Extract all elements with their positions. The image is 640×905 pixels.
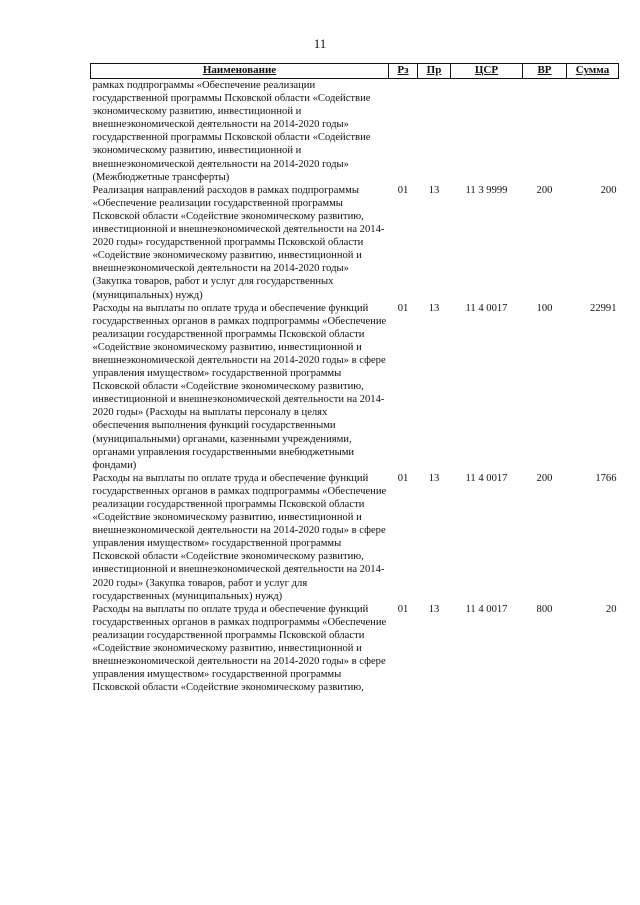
row-name: рамках подпрограммы «Обеспечение реализации государственной программы Псковской области «Содействие экономическому развитию, инвестиционной и внешнеэкономической деятельности на 2014-2020 годы» государственной программы Псковской области «Содействие экономическому развитию, инвестиционной и внешнеэкономической деятельности на 2014-2020 годы» (Межбюджетные трансферты) bbox=[92, 80, 371, 183]
header-name: Наименование bbox=[91, 64, 389, 79]
row-name: Расходы на выплаты по оплате труда и обеспечение функций государственных органов в рамках подпрограммы «Обеспечение реализации государственной программы Псковской области «Содействие экономическому развитию, инвестиционной и внешнеэкономической деятельности на 2014-2020 годы» в сфере управления имуществом» государственной программы Псковской области «Содействие экономическому развитию, инвестиционной и внешнеэкономической деятельности на 2014-2020 годы» (Расходы на выплаты персоналу в целях обеспечения выполнения функций государственными (муниципальными) органами, казенными учреждениями, органами управления государственными внебюджетными фондами) bbox=[92, 302, 387, 471]
row-csr: 11 4 0017 bbox=[465, 472, 508, 484]
row-name: Расходы на выплаты по оплате труда и обеспечение функций государственных органов в рамках подпрограммы «Обеспечение реализации государственной программы Псковской области «Содействие экономическому развитию, инвестиционной и внешнеэкономической деятельности на 2014-2020 годы» в сфере управления имуществом» государственной программы Псковской области «Содействие экономическому развитию, bbox=[92, 603, 387, 694]
row-sum: 1766 bbox=[595, 472, 617, 484]
table-row bbox=[91, 184, 619, 302]
budget-table bbox=[90, 63, 619, 694]
row-vr: 200 bbox=[536, 472, 553, 484]
row-rz bbox=[389, 79, 418, 184]
row-csr: 11 4 0017 bbox=[465, 302, 508, 314]
table-row bbox=[91, 302, 619, 472]
row-csr: 11 3 9999 bbox=[465, 184, 508, 196]
row-sum: 200 bbox=[600, 184, 617, 196]
row-pr: 13 bbox=[428, 603, 440, 615]
row-pr: 13 bbox=[428, 184, 440, 196]
row-vr: 800 bbox=[536, 603, 553, 615]
row-name: Расходы на выплаты по оплате труда и обеспечение функций государственных органов в рамках подпрограммы «Обеспечение реализации государственной программы Псковской области «Содействие экономическому развитию, инвестиционной и внешнеэкономической деятельности на 2014-2020 годы» в сфере управления имуществом» государственной программы Псковской области «Содействие экономическому развитию, инвестиционной и внешнеэкономической деятельности на 2014-2020 годы» (Закупка товаров, работ и услуг для государственных (муниципальных) нужд) bbox=[92, 472, 387, 602]
header-csr: ЦСР bbox=[451, 64, 523, 79]
header-pr: Пр bbox=[418, 64, 451, 79]
row-pr: 13 bbox=[428, 302, 440, 314]
row-vr: 200 bbox=[536, 184, 553, 196]
table-row bbox=[91, 79, 619, 184]
header-rz: Рз bbox=[389, 64, 418, 79]
row-sum bbox=[567, 79, 619, 184]
row-rz: 01 bbox=[397, 302, 409, 314]
header-sum: Сумма bbox=[567, 64, 619, 79]
row-sum: 22991 bbox=[590, 302, 617, 314]
row-rz: 01 bbox=[397, 184, 409, 196]
page-number: 11 bbox=[313, 36, 327, 51]
row-vr bbox=[523, 79, 567, 184]
row-pr: 13 bbox=[428, 472, 440, 484]
header-vr: ВР bbox=[523, 64, 567, 79]
table-header-row bbox=[91, 64, 619, 79]
row-csr: 11 4 0017 bbox=[465, 603, 508, 615]
row-name: Реализация направлений расходов в рамках подпрограммы «Обеспечение реализации государственной программы Псковской области «Содействие экономическому развитию, инвестиционной и внешнеэкономической деятельности на 2014-2020 годы» государственной программы Псковской области «Содействие экономическому развитию, инвестиционной и внешнеэкономической деятельности на 2014-2020 годы» (Закупка товаров, работ и услуг для государственных (муниципальных) нужд) bbox=[92, 184, 385, 301]
row-vr: 100 bbox=[536, 302, 553, 314]
row-csr bbox=[451, 79, 523, 184]
row-sum: 20 bbox=[605, 603, 617, 615]
row-rz: 01 bbox=[397, 603, 409, 615]
row-pr bbox=[418, 79, 451, 184]
table-row bbox=[91, 472, 619, 603]
table-row bbox=[91, 603, 619, 695]
row-rz: 01 bbox=[397, 472, 409, 484]
